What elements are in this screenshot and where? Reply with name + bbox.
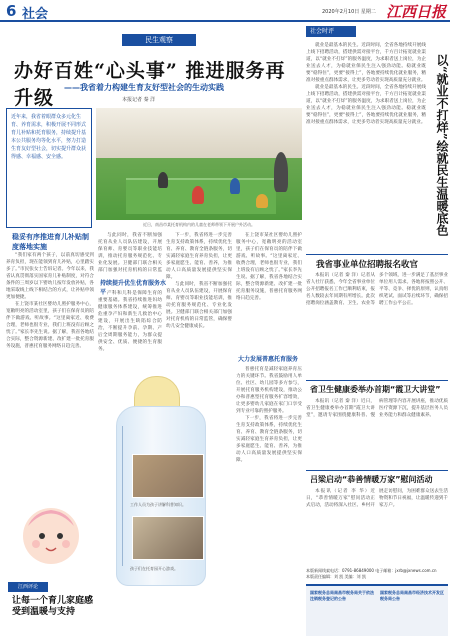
story-byline: 本报记者 秦 洋 bbox=[122, 97, 156, 103]
section-1-title: 稳妥有序推进育儿补贴制度落地实施 bbox=[12, 233, 89, 251]
lead-story bbox=[4, 26, 304, 617]
paragraph: 本报讯（记者 秦 洋）记者从省人社厅获悉，今年全省事业单位公开招聘报名工作已顺利结束，报名人数较去年同期有所增长。此次招聘岗位涵盖教育、卫生、农业等多个领域，进一步满足了基层事业单位用人需求。各地将按照公开、平等、竞争、择优的原则，认真组织笔试、面试等后续环节，确保招聘工作公平公正。 bbox=[306, 273, 448, 306]
commentary-label: 社会时评 bbox=[306, 26, 356, 37]
photo-child bbox=[230, 178, 240, 194]
paragraph: 与此同时，我省不断加强托育从业人员队伍建设，开展保育师、育婴员等职业技能培训，推动托育服务规范化、专业化发展。卫健部门联合相关部门加强对托育机构的日常监 bbox=[98, 233, 162, 272]
commentary-body bbox=[306, 42, 426, 252]
photo-child bbox=[256, 194, 268, 208]
footer-editors: 本版责任编辑：刘 凯 美编：刘 凯 bbox=[306, 574, 366, 579]
divider bbox=[306, 470, 448, 471]
story-summary-text: 近年来，我省着眼群众多元化生育、养育需求，积极开展不同形式育儿补贴和托育服务，持续提升基本公共服务均等化水平，努力打造生育友好型社会，切实提升群众获得感、幸福感、安全感。 bbox=[11, 114, 87, 160]
paragraph: 下一步，我省将进一步完善生育支持政策体系，持续优化生育、养育、教育全链条服务，切实减轻家庭生育养育负担，让更多家庭愿生、能育、善养，为推动人口高质量发展提供坚实保障。 bbox=[166, 233, 232, 280]
paragraph: 与此同时，我省不断加强托育从业人员队伍建设，开展保育师、育婴员等职业技能培训，推动托育服务规范化、专业化发展。卫健部门联合相关部门加强对托育机构的日常监管，确保婴幼儿安全健康成长。 bbox=[166, 282, 232, 329]
section-name: 社会 bbox=[22, 7, 49, 22]
news-1-body bbox=[306, 272, 448, 378]
paragraph: 普惠托育是减轻家庭养育压力的关键环节。我省鼓励用人单位、社区、幼儿园等多方参与，开展托育服务机构建设，推动公办和普惠型托育服务扩容增效，让更多婴幼儿家庭在家门口享受到专业可靠的照护服务。 bbox=[236, 367, 302, 414]
section-3-title: 大力发展普惠托育服务 bbox=[238, 356, 299, 363]
commentary-vertical-title: 以“就业不打烊”绘就民生温暖底色 bbox=[435, 54, 449, 236]
column-3-text bbox=[166, 232, 232, 362]
paragraph: 就业是最基本的民生。近段时间，全省各地持续开展线上线下招聘活动，搭建供需对接平台，千方百计拓宽就业渠道，以“就业不打烊”的服务温度，为求职者送上岗位，为企业送去人才，为稳就业保民生注入强劲动能。稳就业既要“稳得住”，更要“接得上”，各地要持续优化就业服务，精准对接重点群体需求，让更多劳动者实现高质量充分就业。 bbox=[306, 85, 426, 125]
main-photo-caption: 近日，南昌市某托育机构内的儿童在老师带领下开展户外活动。 bbox=[143, 222, 255, 227]
main-photo bbox=[96, 108, 302, 220]
inset-photo-1 bbox=[132, 454, 204, 498]
bottle-cap bbox=[134, 376, 180, 410]
column-4-text bbox=[236, 232, 302, 352]
notice-2: 国家税务总局南昌市经济技术开发区税务局公告 bbox=[380, 590, 444, 601]
footer-contact: 本版新闻线索电话：0791-86849000 电子邮箱：jxrb@jxnews.com.cn bbox=[306, 568, 437, 573]
photo-child bbox=[192, 186, 204, 204]
paragraph: “我们家有两个孩子，以前真切感受到养育负担，现在能领到育儿补贴，心里踏实多了。”市民张女士告诉记者。今年以来，我省认真贯彻落实国家育儿补贴制度，对符合条件的三周岁以下婴幼儿按年发放补贴，各地采取线上线下相结合的方式，让补贴申领更加便捷。 bbox=[6, 253, 94, 300]
photo-adult bbox=[274, 152, 288, 192]
page-footer bbox=[306, 568, 448, 580]
masthead bbox=[0, 0, 450, 22]
editorial-label: 江西评论 bbox=[8, 582, 48, 592]
story-subhead: ——我省着力构建生育友好型社会的生动实践 bbox=[64, 83, 224, 92]
paragraph: 本报讯（记者 李 华）近日，“恭善情暖万家”慰问活动正式启动，活动将深入社区、乡村开展走访慰问，为困难群众送去生活物资和节日祝福，让温暖传递到千家万户。 bbox=[306, 489, 448, 508]
news-3-body bbox=[306, 488, 448, 572]
inset-photo-2 bbox=[132, 516, 204, 560]
story-summary-box bbox=[6, 108, 92, 228]
story-headline: 办好百姓“心头事” 推进服务再升级 bbox=[14, 60, 286, 109]
right-column bbox=[306, 26, 448, 612]
page-number: 6 bbox=[6, 2, 17, 20]
newspaper-logo: 江西日报 bbox=[386, 3, 447, 21]
baby-cartoon-icon bbox=[8, 496, 94, 576]
paragraph: 在上饶市某社区婴幼儿照护服务中心，宽敞明亮的活动室里，孩子们在保育员的陪伴下做游戏、听故事。“这里离家近、收费合理，老师也很专业，我们上班没有后顾之忧了。”家长李先生说。据了解，我省各地结合实际，整合资源新建、改扩建一批托育服务设施，普惠托育服务网络日趋完善。 bbox=[6, 302, 94, 349]
section-3-body bbox=[236, 366, 302, 602]
section-2-title: 持续提升优生优育服务水平 bbox=[100, 280, 167, 296]
paragraph: 本报讯（记者 秦 洋）近日，省卫生健康委举办首期“霞卫大讲堂”，邀请专家围绕健康科普、慢病管理等内容开展讲座，推动优质医疗资源下沉，提升基层医务人员业务能力和群众健康素养。 bbox=[306, 399, 448, 418]
photo-wall bbox=[96, 108, 302, 158]
paragraph: 下一步，我省将进一步完善生育支持政策体系，持续优化生育、养育、教育全链条服务，切实减轻家庭生育养育负担，让更多家庭愿生、能育、善养，为推动人口高质量发展提供坚实保障。 bbox=[236, 416, 302, 463]
divider bbox=[306, 380, 448, 381]
inset-photo-2-caption: 孩子们在托育园开心游戏。 bbox=[130, 566, 178, 571]
story-kicker: 民生观察 bbox=[122, 34, 196, 46]
issue-date: 2020年2月10日 星期二 bbox=[322, 9, 376, 15]
news-2-body bbox=[306, 398, 448, 468]
notice-1: 国家税务总局南昌市税务局关于依法注销税务登记的公告 bbox=[310, 590, 374, 601]
section-2-body bbox=[98, 290, 162, 364]
news-1-title: 我省事业单位招聘报名收官 bbox=[316, 260, 419, 270]
paragraph: 就业是最基本的民生。近段时间，全省各地持续开展线上线下招聘活动，搭建供需对接平台，千方百计拓宽就业渠道，以“就业不打烊”的服务温度，为求职者送上岗位，为企业送去人才，为稳就业保民生注入强劲动能。稳就业既要“稳得住”，更要“接得上”，各地要持续优化就业服务，精准对接重点群体需求，让更多劳动者实现高质量充分就业。 bbox=[306, 43, 426, 83]
photo-child bbox=[158, 172, 168, 188]
notice-ad-strip bbox=[306, 584, 448, 636]
news-3-title: 吕梁启动“恭善情暖万家”慰问活动 bbox=[310, 475, 433, 484]
inset-photo-1-caption: 工作人员为孩子讲解科普知识。 bbox=[130, 502, 186, 507]
section-1-body bbox=[6, 252, 94, 498]
paragraph: 在上饶市某社区婴幼儿照护服务中心，宽敞明亮的活动室里，孩子们在保育员的陪伴下做游戏、听故事。“这里离家近、收费合理，老师也很专业，我们上班没有后顾之忧了。”家长李先生说。据了解，我省各地结合实际，整合资源新建、改扩建一批托育服务设施，普惠托育服务网络日趋完善。 bbox=[236, 233, 302, 301]
news-2-title: 省卫生健康委举办首期“霞卫大讲堂” bbox=[310, 385, 441, 394]
divider bbox=[306, 254, 448, 255]
editorial-title: 让每一个育儿家庭感受到温暖与支持 bbox=[12, 596, 94, 617]
paragraph: 产科和儿科是保障生育的重要基础。我省持续推进妇幼健康服务体系建设，统筹推进危重孕产妇和新生儿救治中心建设，开展出生缺陷综合防治，不断提升孕前、孕期、产后全周期服务能力，为群众提供安全、优质、便捷的生育服务。 bbox=[98, 291, 162, 352]
column-2-text bbox=[98, 232, 162, 272]
